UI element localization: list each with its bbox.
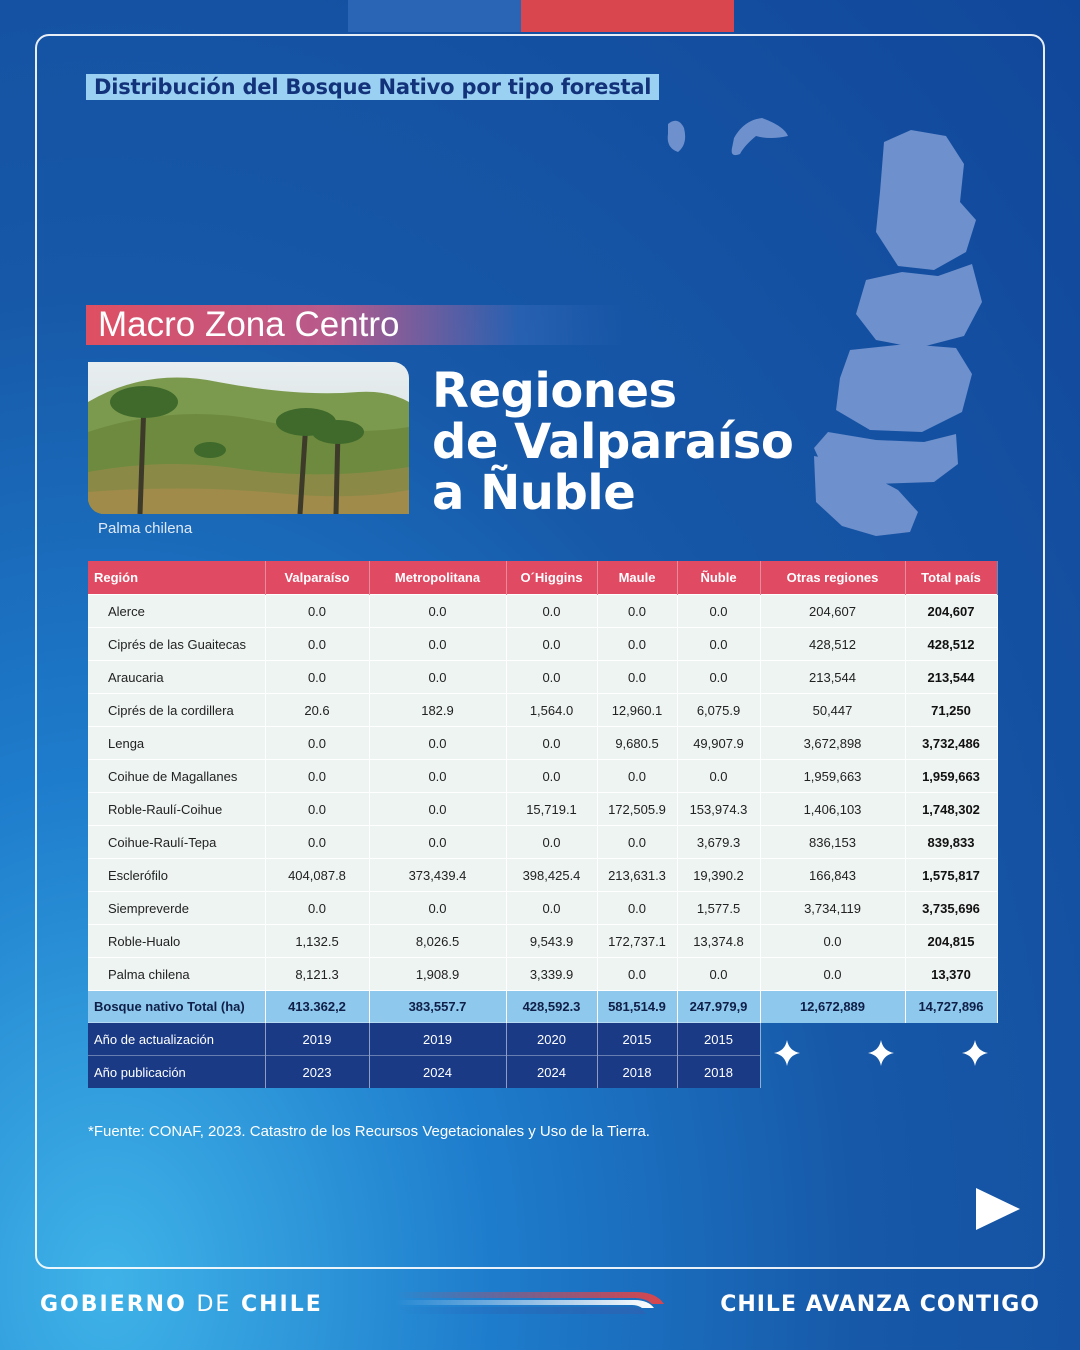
- top-flag-stripe-red: [521, 0, 734, 32]
- table-cell: 15,719.1: [506, 793, 597, 826]
- table-cell: 428,512: [760, 628, 905, 661]
- table-row: [88, 826, 997, 859]
- table-cell: 0.0: [265, 826, 369, 859]
- table-cell: 0.0: [506, 595, 597, 628]
- footer-brand-1: GOBIERNO: [40, 1292, 187, 1317]
- table-cell: 0.0: [369, 595, 506, 628]
- title-line-3: a Ñuble: [432, 465, 636, 521]
- table-cell: 8,026.5: [369, 925, 506, 958]
- photo-caption: Palma chilena: [98, 520, 193, 537]
- table-cell: 1,132.5: [265, 925, 369, 958]
- total-cell: 413.362,2: [265, 991, 369, 1023]
- footer-slogan: CHILE AVANZA CONTIGO: [720, 1292, 1040, 1317]
- chile-central-map-icon: [806, 112, 1002, 542]
- table-cell: 0.0: [506, 661, 597, 694]
- table-cell: 1,908.9: [369, 958, 506, 991]
- table-cell: 0.0: [677, 958, 760, 991]
- meta-cell: 2015: [597, 1023, 677, 1056]
- row-label: Lenga: [88, 727, 265, 760]
- table-cell: 213,544: [760, 661, 905, 694]
- meta-cell: 2023: [265, 1056, 369, 1089]
- table-cell: 213,544: [905, 661, 997, 694]
- flag-stripes-decoration: [396, 1290, 668, 1318]
- table-cell: 12,960.1: [597, 694, 677, 727]
- table-row: [88, 958, 997, 991]
- row-label: Araucaria: [88, 661, 265, 694]
- sparkle-icon: [962, 1040, 988, 1066]
- total-cell: 12,672,889: [760, 991, 905, 1023]
- table-cell: 49,907.9: [677, 727, 760, 760]
- source-note: *Fuente: CONAF, 2023. Catastro de los Recursos Vegetacionales y Uso de la Tierra.: [88, 1123, 650, 1140]
- table-cell: 13,374.8: [677, 925, 760, 958]
- table-cell: 1,406,103: [760, 793, 905, 826]
- table-cell: 0.0: [597, 628, 677, 661]
- table-cell: 0.0: [597, 760, 677, 793]
- column-header: Otras regiones: [760, 561, 905, 595]
- meta-cell: 2018: [597, 1056, 677, 1089]
- meta-cell: 2019: [265, 1023, 369, 1056]
- row-label: Roble-Raulí-Coihue: [88, 793, 265, 826]
- column-header: Región: [88, 561, 265, 595]
- table-cell: 0.0: [677, 760, 760, 793]
- total-cell: 14,727,896: [905, 991, 997, 1023]
- table-cell: 1,575,817: [905, 859, 997, 892]
- table-header-row: [88, 561, 997, 595]
- table-cell: 0.0: [597, 661, 677, 694]
- table-cell: 0.0: [597, 826, 677, 859]
- table-cell: 0.0: [506, 760, 597, 793]
- column-header: O´Higgins: [506, 561, 597, 595]
- palm-photo: [88, 362, 409, 514]
- total-cell: 383,557.7: [369, 991, 506, 1023]
- table-cell: 1,748,302: [905, 793, 997, 826]
- table-cell: 0.0: [265, 760, 369, 793]
- page-title: [432, 363, 794, 521]
- row-label: Palma chilena: [88, 958, 265, 991]
- forest-table: [88, 561, 998, 1088]
- table-cell: 0.0: [369, 892, 506, 925]
- table-row: [88, 661, 997, 694]
- table-cell: 0.0: [265, 595, 369, 628]
- table-row: [88, 760, 997, 793]
- footer-brand: [40, 1292, 323, 1317]
- table-cell: 0.0: [369, 628, 506, 661]
- table-cell: 0.0: [369, 826, 506, 859]
- row-label: Siempreverde: [88, 892, 265, 925]
- row-label: Esclerófilo: [88, 859, 265, 892]
- table-cell: 204,815: [905, 925, 997, 958]
- table-cell: 0.0: [677, 628, 760, 661]
- zone-tag: [86, 305, 626, 345]
- table-cell: 373,439.4: [369, 859, 506, 892]
- footer-brand-3: CHILE: [240, 1292, 323, 1317]
- row-label: Ciprés de las Guaitecas: [88, 628, 265, 661]
- play-arrow-icon[interactable]: [976, 1188, 1020, 1230]
- table-row: [88, 628, 997, 661]
- table-cell: 182.9: [369, 694, 506, 727]
- table-row: [88, 727, 997, 760]
- table-cell: 166,843: [760, 859, 905, 892]
- zone-label: Macro Zona Centro: [98, 305, 400, 344]
- table-cell: 0.0: [265, 661, 369, 694]
- title-line-1: Regiones: [432, 363, 677, 419]
- meta-cell: 2018: [677, 1056, 760, 1089]
- table-cell: 0.0: [369, 793, 506, 826]
- table-cell: 0.0: [597, 595, 677, 628]
- table-cell: 3,732,486: [905, 727, 997, 760]
- table-cell: 213,631.3: [597, 859, 677, 892]
- table-cell: 0.0: [369, 760, 506, 793]
- meta-cell: 2024: [506, 1056, 597, 1089]
- sparkle-decoration: [770, 1036, 1000, 1070]
- table-cell: 0.0: [369, 661, 506, 694]
- table-row: [88, 892, 997, 925]
- table-cell: 0.0: [369, 727, 506, 760]
- islands-map-icon: [660, 114, 792, 164]
- sparkle-icon: [868, 1040, 894, 1066]
- table-cell: 172,737.1: [597, 925, 677, 958]
- column-header: Ñuble: [677, 561, 760, 595]
- top-flag-stripe-blue: [348, 0, 521, 32]
- row-label: Ciprés de la cordillera: [88, 694, 265, 727]
- meta-cell: 2015: [677, 1023, 760, 1056]
- total-row: [88, 991, 997, 1023]
- column-header: Total país: [905, 561, 997, 595]
- table-cell: 3,339.9: [506, 958, 597, 991]
- table-cell: 3,734,119: [760, 892, 905, 925]
- table-cell: 0.0: [265, 628, 369, 661]
- column-header: Metropolitana: [369, 561, 506, 595]
- column-header: Maule: [597, 561, 677, 595]
- table-cell: 3,679.3: [677, 826, 760, 859]
- total-cell: 581,514.9: [597, 991, 677, 1023]
- meta-label: Año de actualización: [88, 1023, 265, 1056]
- table-cell: 3,672,898: [760, 727, 905, 760]
- table-cell: 1,959,663: [760, 760, 905, 793]
- meta-cell: 2024: [369, 1056, 506, 1089]
- table-cell: 13,370: [905, 958, 997, 991]
- table-cell: 71,250: [905, 694, 997, 727]
- total-label: Bosque nativo Total (ha): [88, 991, 265, 1023]
- palm-photo-illustration: [88, 362, 409, 514]
- table-cell: 0.0: [677, 595, 760, 628]
- table-cell: 0.0: [597, 958, 677, 991]
- table-cell: 836,153: [760, 826, 905, 859]
- table-cell: 172,505.9: [597, 793, 677, 826]
- table-cell: 6,075.9: [677, 694, 760, 727]
- total-cell: 247.979,9: [677, 991, 760, 1023]
- title-line-2: de Valparaíso: [432, 414, 794, 470]
- row-label: Coihue de Magallanes: [88, 760, 265, 793]
- table-cell: 404,087.8: [265, 859, 369, 892]
- table-cell: 204,607: [760, 595, 905, 628]
- table-cell: 9,680.5: [597, 727, 677, 760]
- column-header: Valparaíso: [265, 561, 369, 595]
- total-cell: 428,592.3: [506, 991, 597, 1023]
- table-cell: 204,607: [905, 595, 997, 628]
- row-label: Coihue-Raulí-Tepa: [88, 826, 265, 859]
- table-cell: 8,121.3: [265, 958, 369, 991]
- table-cell: 428,512: [905, 628, 997, 661]
- table-row: [88, 595, 997, 628]
- table-row: [88, 859, 997, 892]
- table-cell: 50,447: [760, 694, 905, 727]
- table-cell: 839,833: [905, 826, 997, 859]
- table-cell: 0.0: [265, 892, 369, 925]
- table-cell: 0.0: [760, 958, 905, 991]
- table-cell: 20.6: [265, 694, 369, 727]
- table-cell: 3,735,696: [905, 892, 997, 925]
- table-row: [88, 793, 997, 826]
- table-cell: 0.0: [506, 628, 597, 661]
- kicker-label: Distribución del Bosque Nativo por tipo forestal: [86, 74, 659, 100]
- meta-cell: 2020: [506, 1023, 597, 1056]
- table-cell: 0.0: [597, 892, 677, 925]
- table-cell: 398,425.4: [506, 859, 597, 892]
- meta-label: Año publicación: [88, 1056, 265, 1089]
- table-cell: 1,959,663: [905, 760, 997, 793]
- table-cell: 153,974.3: [677, 793, 760, 826]
- table-cell: 0.0: [760, 925, 905, 958]
- table-cell: 0.0: [265, 793, 369, 826]
- row-label: Roble-Hualo: [88, 925, 265, 958]
- row-label: Alerce: [88, 595, 265, 628]
- table-row: [88, 694, 997, 727]
- table-cell: 19,390.2: [677, 859, 760, 892]
- sparkle-icon: [774, 1040, 800, 1066]
- table-row: [88, 925, 997, 958]
- meta-cell: 2019: [369, 1023, 506, 1056]
- table-cell: 0.0: [677, 661, 760, 694]
- table-cell: 0.0: [506, 727, 597, 760]
- table-cell: 0.0: [265, 727, 369, 760]
- table-cell: 0.0: [506, 892, 597, 925]
- table-cell: 0.0: [506, 826, 597, 859]
- table-cell: 1,577.5: [677, 892, 760, 925]
- table-cell: 9,543.9: [506, 925, 597, 958]
- footer-brand-2: DE: [196, 1292, 232, 1317]
- table-cell: 1,564.0: [506, 694, 597, 727]
